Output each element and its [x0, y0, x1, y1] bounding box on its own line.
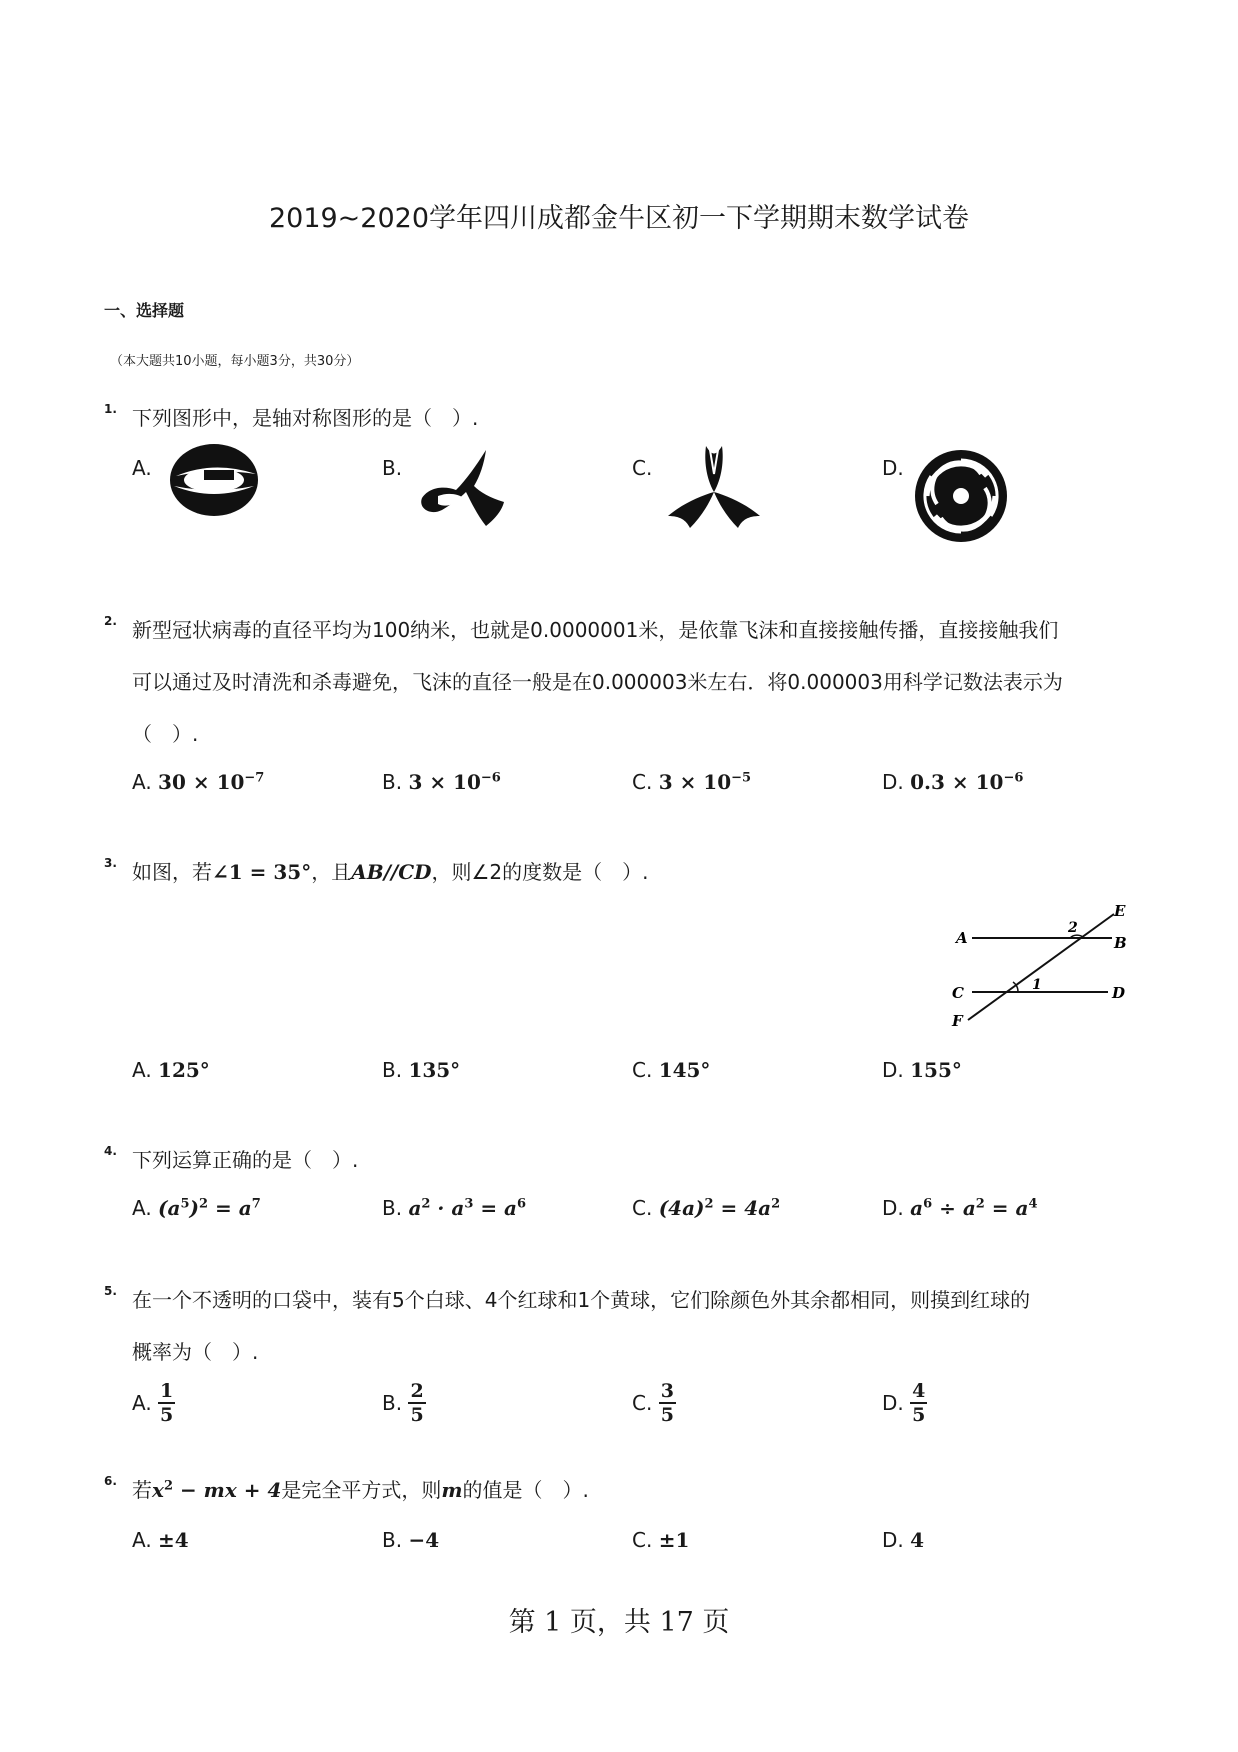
question-line: 概率为（ ）. [132, 1340, 259, 1364]
option-a: A. ±4 [132, 1528, 189, 1552]
question-number: 2. [104, 614, 117, 628]
option-c: C. 145° [632, 1058, 711, 1082]
question-text: 下列图形中，是轴对称图形的是（ ）. [132, 406, 479, 430]
question-line: （ ）. [132, 722, 199, 746]
question-text: 下列运算正确的是（ ）. [132, 1148, 359, 1172]
option-c: C. $\frac{3}{5}$ [632, 1380, 674, 1426]
option-a: A. $(a^5)^2 = a^7$ [132, 1196, 261, 1220]
option-d: D. $a^6 \div a^2 = a^4$ [882, 1196, 1038, 1220]
question-number: 5. [104, 1284, 117, 1298]
option-c: C. ±1 [632, 1528, 690, 1552]
option-d: D. $0.3 \times 10^{-6}$ [882, 770, 1024, 794]
option-b: B. 135° [382, 1058, 461, 1082]
option-d: D. $\frac{4}{5}$ [882, 1380, 926, 1426]
option-b: B. −4 [382, 1528, 440, 1552]
question-text: 若$x^2$ − mx + 4是完全平方式，则m的值是（ ）. [132, 1478, 589, 1502]
option-b: B. $a^2 \cdot a^3 = a^6$ [382, 1196, 527, 1220]
page-footer: 第 1 页，共 17 页 [508, 1607, 730, 1638]
trefoil-logo-icon [662, 444, 766, 530]
angle-2-label: 2 [1068, 920, 1078, 936]
question-line: 新型冠状病毒的直径平均为100纳米，也就是0.0000001米，是依靠飞沫和直接接触传播，直接接触我们 [132, 618, 1059, 642]
label-C: C [952, 984, 964, 1002]
option-b: B. $\frac{2}{5}$ [382, 1380, 424, 1426]
option-c: C. $(4a)^2 = 4a^2$ [632, 1196, 781, 1220]
option-d: D. 4 [882, 1528, 925, 1552]
label-F: F [952, 1012, 963, 1030]
label-D: D [1112, 984, 1126, 1002]
question-text [132, 1274, 1132, 1378]
section-heading: 一、选择题 [104, 301, 185, 320]
question-number: 4. [104, 1144, 117, 1158]
option-label: B. [382, 456, 403, 480]
ribbon-logo-icon [416, 446, 512, 532]
swirl-logo-icon [912, 446, 1010, 546]
option-label: C. [632, 456, 653, 480]
section-note: （本大题共10小题，每小题3分，共30分） [110, 354, 360, 369]
parallel-lines-figure [950, 900, 1130, 1030]
ring-logo-icon [166, 440, 266, 524]
question-text [132, 604, 1132, 760]
question-line: 可以通过及时清洗和杀毒避免，飞沫的直径一般是在0.000003米左右．将0.000003用科学记数法表示为 [132, 670, 1063, 694]
angle-1-label: 1 [1032, 977, 1042, 993]
option-d: D. 155° [882, 1058, 962, 1082]
question-number: 6. [104, 1474, 117, 1488]
option-a: A. 125° [132, 1058, 210, 1082]
label-A: A [956, 929, 968, 947]
option-label: D. [882, 456, 904, 480]
question-line: 在一个不透明的口袋中，装有5个白球、4个红球和1个黄球，它们除颜色外其余都相同，则摸到红球的 [132, 1288, 1031, 1312]
label-E: E [1114, 902, 1126, 920]
option-label: A. [132, 456, 152, 480]
label-B: B [1114, 934, 1127, 952]
option-a: A. $\frac{1}{5}$ [132, 1380, 174, 1426]
page-title: 2019~2020学年四川成都金牛区初一下学期期末数学试卷 [268, 203, 970, 234]
option-b: B. $3 \times 10^{-6}$ [382, 770, 501, 794]
option-c: C. $3 \times 10^{-5}$ [632, 770, 752, 794]
option-a: A. $30 \times 10^{-7}$ [132, 770, 265, 794]
question-text: 如图，若∠1 = 35°，且AB//CD，则∠2的度数是（ ）. [132, 860, 649, 884]
question-number: 3. [104, 856, 117, 870]
question-number: 1. [104, 402, 117, 416]
